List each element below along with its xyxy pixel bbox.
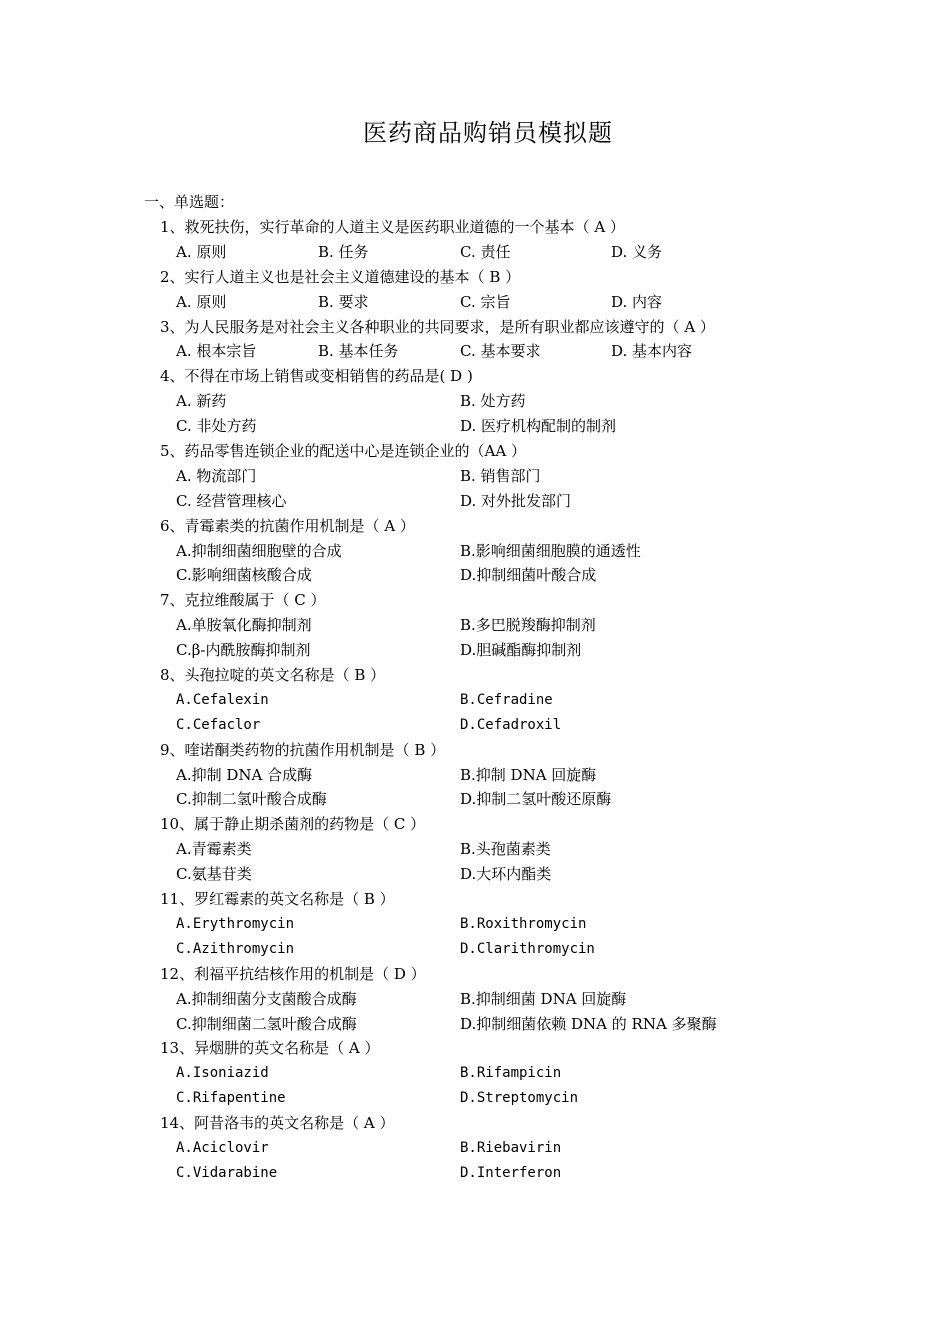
option-d: D. 基本内容 <box>611 342 693 361</box>
question-list <box>160 217 920 1188</box>
option-c: C. 宗旨 <box>460 292 511 311</box>
question-stem: 5、药品零售连锁企业的配送中心是连锁企业的（AA ） <box>160 442 526 461</box>
option-b: B.头孢菌素类 <box>460 840 551 859</box>
option-d: D.Cefadroxil <box>460 716 562 733</box>
question-item <box>160 964 920 1039</box>
option-a: A. 根本宗旨 <box>176 342 257 361</box>
option-b: B.抑制 DNA 回旋酶 <box>460 765 597 784</box>
option-a: A. 原则 <box>176 242 227 261</box>
option-d: D.Clarithromycin <box>460 940 595 957</box>
question-stem: 1、救死扶伤，实行革命的人道主义是医药职业道德的一个基本（ A ） <box>160 218 625 236</box>
question-stem: 4、不得在市场上销售或变相销售的药品是( D ) <box>160 367 473 386</box>
option-a: A.抑制细菌细胞壁的合成 <box>176 541 342 560</box>
option-b: B. 任务 <box>318 242 369 261</box>
question-item <box>160 441 920 516</box>
option-b: B.Rifampicin <box>460 1065 562 1082</box>
question-item <box>160 740 920 815</box>
question-stem: 12、利福平抗结核作用的机制是（ D ） <box>160 964 426 983</box>
option-c: C.Azithromycin <box>176 940 295 957</box>
option-c: C. 基本要求 <box>460 342 541 361</box>
option-d: D. 内容 <box>611 292 663 311</box>
option-b: B.影响细菌细胞膜的通透性 <box>460 541 641 560</box>
option-group <box>160 1063 920 1113</box>
option-d: D.抑制二氢叶酸还原酶 <box>460 790 612 809</box>
option-c: C.Rifapentine <box>176 1090 286 1107</box>
question-stem: 8、头孢拉啶的英文名称是（ B ） <box>160 666 386 685</box>
option-c: C.影响细菌核酸合成 <box>176 566 312 585</box>
option-group <box>160 391 920 441</box>
option-c: C.Vidarabine <box>176 1164 278 1181</box>
option-b: B. 基本任务 <box>318 342 399 361</box>
question-stem: 2、实行人道主义也是社会主义道德建设的基本（ B ） <box>160 267 521 286</box>
option-d: D. 对外批发部门 <box>460 491 572 510</box>
question-item <box>160 366 920 441</box>
question-item <box>160 516 920 591</box>
option-group <box>160 914 920 964</box>
option-a: A. 物流部门 <box>176 466 257 485</box>
option-b: B.Roxithromycin <box>460 915 587 932</box>
option-d: D.抑制细菌依赖 DNA 的 RNA 多聚酶 <box>460 1014 717 1033</box>
question-item <box>160 267 920 317</box>
option-b: B.Riebavirin <box>460 1139 562 1156</box>
option-b: B. 处方药 <box>460 392 526 411</box>
question-stem: 9、喹诺酮类药物的抗菌作用机制是（ B ） <box>160 740 446 759</box>
option-b: B.多巴脱羧酶抑制剂 <box>460 616 596 635</box>
question-item <box>160 317 920 367</box>
option-group <box>160 989 920 1039</box>
option-a: A.Isoniazid <box>176 1065 269 1082</box>
option-c: C.抑制细菌二氢叶酸合成酶 <box>176 1014 357 1033</box>
option-c: C.氨基苷类 <box>176 865 252 884</box>
option-a: A.抑制 DNA 合成酶 <box>176 765 313 784</box>
option-a: A.单胺氧化酶抑制剂 <box>176 616 312 635</box>
option-d: D.Interferon <box>460 1164 562 1181</box>
option-b: B. 要求 <box>318 292 369 311</box>
question-item <box>160 590 920 665</box>
option-b: B.Cefradine <box>460 691 553 708</box>
page-title: 医药商品购销员模拟题 <box>363 119 613 147</box>
option-c: C.β-内酰胺酶抑制剂 <box>176 641 311 660</box>
option-d: D. 义务 <box>611 242 663 261</box>
option-group <box>160 341 920 366</box>
option-a: A.抑制细菌分支菌酸合成酶 <box>176 989 357 1008</box>
option-a: A.青霉素类 <box>176 840 252 859</box>
option-b: B. 销售部门 <box>460 466 541 485</box>
option-group <box>160 839 920 889</box>
question-stem: 6、青霉素类的抗菌作用机制是（ A ） <box>160 516 415 535</box>
question-item <box>160 217 920 267</box>
option-c: C. 责任 <box>460 242 511 261</box>
option-group <box>160 541 920 591</box>
question-stem: 13、异烟肼的英文名称是（ A ） <box>160 1039 380 1058</box>
option-d: D. 医疗机构配制的制剂 <box>460 417 617 436</box>
question-stem: 3、为人民服务是对社会主义各种职业的共同要求，是所有职业都应该遵守的（ A ） <box>160 317 715 336</box>
option-a: A.Cefalexin <box>176 691 269 708</box>
option-a: A. 新药 <box>176 392 227 411</box>
option-d: D.Streptomycin <box>460 1090 579 1107</box>
option-group <box>160 765 920 815</box>
question-stem: 10、属于静止期杀菌剂的药物是（ C ） <box>160 815 426 834</box>
question-item <box>160 889 920 964</box>
option-group <box>160 242 920 267</box>
question-stem: 7、克拉维酸属于（ C ） <box>160 591 326 610</box>
option-c: C.抑制二氢叶酸合成酶 <box>176 790 327 809</box>
question-item <box>160 814 920 889</box>
option-group <box>160 615 920 665</box>
question-item <box>160 1113 920 1188</box>
option-c: C. 经营管理核心 <box>176 491 287 510</box>
question-item <box>160 1038 920 1113</box>
option-c: C. 非处方药 <box>176 417 257 436</box>
question-stem: 14、阿昔洛韦的英文名称是（ A ） <box>160 1114 395 1133</box>
option-group <box>160 1138 920 1188</box>
option-a: A.Aciclovir <box>176 1139 269 1156</box>
option-a: A. 原则 <box>176 292 227 311</box>
option-d: D.大环内酯类 <box>460 865 552 884</box>
option-b: B.抑制细菌 DNA 回旋酶 <box>460 989 627 1008</box>
question-stem: 11、罗红霉素的英文名称是（ B ） <box>160 890 395 909</box>
option-a: A.Erythromycin <box>176 915 295 932</box>
question-item <box>160 665 920 740</box>
option-group <box>160 466 920 516</box>
section-heading: 一、单选题： <box>144 193 235 211</box>
option-d: D.抑制细菌叶酸合成 <box>460 566 597 585</box>
option-d: D.胆碱酯酶抑制剂 <box>460 641 582 660</box>
option-group <box>160 292 920 317</box>
option-c: C.Cefaclor <box>176 716 261 733</box>
option-group <box>160 690 920 740</box>
